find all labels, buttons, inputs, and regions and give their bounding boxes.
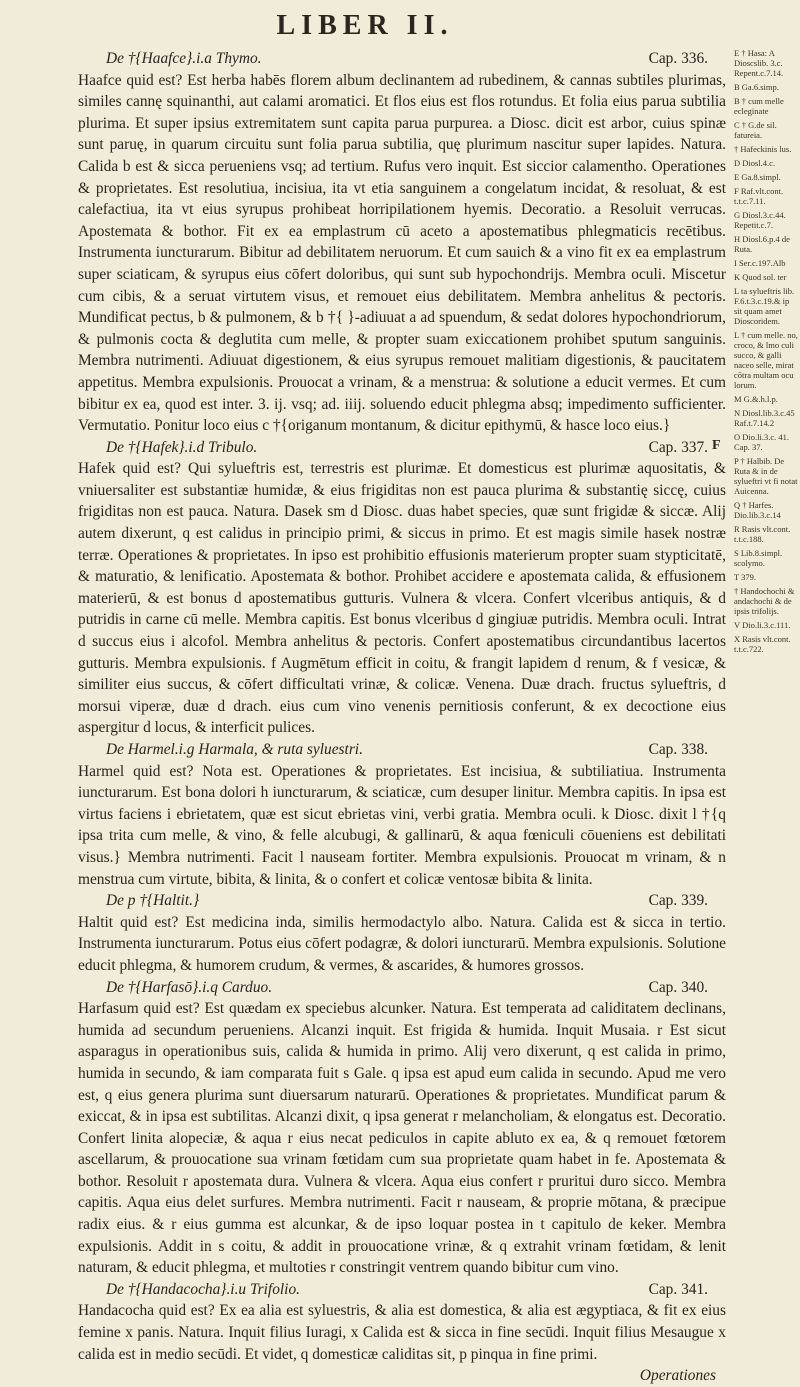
chapter-number: Cap. 338. bbox=[648, 741, 708, 758]
entry-text: Handacocha quid est? Ex ea alia est syluestris, & alia est domestica, & alia est ægyptiaca, & fit ex eius femine x panis. Natura. Inquit filius Iuragi, x Calida est & sicca in fine secūdi. Inquit filius Mesaugue x calida est in medio secūdi. Et videt, q domesticæ caliditas sit, p pinqua in fine primi. bbox=[78, 1302, 726, 1363]
margin-note: O Dio.li.3.c. 41. Cap. 37. bbox=[734, 432, 790, 452]
margin-note: S Lib.8.simpl. scolymo. bbox=[734, 548, 783, 568]
margin-note: M G.&.h.l.p. bbox=[734, 394, 778, 404]
chapter-number: Cap. 339. bbox=[648, 892, 708, 910]
entry-title: De †{Hafek}.i.d Tribulo. bbox=[106, 438, 258, 456]
margin-note: † Handochochi & andachochi & de ipsis trifolijs. bbox=[734, 586, 795, 616]
catchword: Operationes bbox=[639, 1367, 716, 1385]
margin-note: B † cum melle ecleginate bbox=[734, 96, 784, 116]
chapter-number: Cap. 341. bbox=[648, 1280, 708, 1298]
entry-text: Haltit quid est? Est medicina inda, similis hermodactylo albo. Natura. Calida est & sicca in tertio. Instrumenta iuncturarum. Potus eius cōfert podagræ, & dolori iuncturarū. Membra expulsionis. Solutione educit phlegma, & humorem crudum, & vermes, & ascarides, & humores grossos. bbox=[78, 913, 726, 974]
chapter-number: Cap. 340. bbox=[648, 978, 708, 996]
margin-note: F Raf.vlt.cont. t.t.c.7.11. bbox=[734, 186, 784, 206]
entry-text: Hafek quid est? Qui sylueftris est, terrestris est plurimæ. Et domesticus est plurimæ aquositatis, & vniuersaliter est substantiæ humidæ, & eius frigiditas non est pauca plurima & substantię siccę, cuius frigiditas non est pauca. Natura. Dasek sm d Diosc. duas habet species, quæ sunt frigidæ & siccæ. Alij autem dixerunt, q est calidus in principio primi, & siccus in primo. Et est magis simile hasek nostræ terræ. Operationes & proprietates. In ipso est prohibitio effusionis materierum propter suam stypticitatē, & maturatio, & lenificatio. Apostemata & bothor. Prohibet accidere e apostemata calida, & effusionem materierū, & est bonus d apostematibus gutturis. Vulnera & vlcera. Confert vlceribus antiquis, & d putridis in carne cū melle. Membra capitis. Est bonus vlceribus d gingiuæ putridis. Membra oculi. Intrat d succus eius i alcofol. Membra anhelitus & pectoris. Confert apostematibus circundantibus lacertos gutturis. Membra expulsionis. f Augmētum efficit in coitu, & frangit lapidem d renum, & f vesicæ, & similiter eius succus, & cōfert difficultati vrinæ, & colicæ. Venena. Duæ drach. fructus sylueftris, d morsui viperæ, duæ d drach. eius cum vino venenis pernitiosis conferunt, & ex decoctione eius aspergitur d locus, & interficit pulices. bbox=[78, 460, 726, 737]
margin-note: T 379. bbox=[734, 572, 757, 582]
margin-note: E † Hasa: A Dioscslib. 3.c. Repent.c.7.14. bbox=[734, 48, 784, 78]
entry-heading bbox=[78, 48, 726, 70]
entry-heading bbox=[78, 1279, 726, 1301]
margin-note: C † G.de sil. fatureia. bbox=[734, 120, 777, 140]
margin-note: L ta sylueftris lib. F.6.t.3.c.19.& ip sit quam amet Dioscoridem. bbox=[734, 286, 795, 326]
chapter-number: Cap. 337. bbox=[648, 438, 708, 456]
margin-note: I Ser.c.197.Alb bbox=[734, 258, 786, 268]
margin-note: X Rasis vlt.cont. t.t.c.722. bbox=[734, 634, 791, 654]
entry-339 bbox=[78, 890, 726, 976]
margin-note: E Ga.8.simpl. bbox=[734, 172, 781, 182]
entry-337 bbox=[78, 437, 726, 739]
entry-title: De †{Haafce}.i.a Thymo. bbox=[106, 50, 262, 67]
entry-title: De Harmel.i.g Harmala, & ruta syluestri. bbox=[106, 741, 363, 758]
chapter-number: Cap. 336. bbox=[648, 50, 708, 67]
main-text bbox=[78, 48, 726, 1387]
entry-heading bbox=[78, 890, 726, 912]
entry-title: De †{Handacocha}.i.u Trifolio. bbox=[106, 1280, 300, 1298]
margin-note: R Rasis vlt.cont. t.t.c.188. bbox=[734, 524, 791, 544]
entry-title: De p †{Haltit.} bbox=[106, 892, 200, 910]
entry-heading bbox=[78, 977, 726, 999]
entry-338 bbox=[78, 739, 726, 890]
entry-text: Harfasum quid est? Est quædam ex speciebus alcunker. Natura. Est temperata ad caliditatem declinans, humida ad secundum perueniens. Alcanzi inquit. Est frigida & humida. Inquit Musaia. r Est sicut asparagus in operationibus suis, calida & humida in primo. Alij vero dixerunt, q est calida in primo, humida in secundo, & iam comparata fuit s Gale. q ipsa est apud eum calida in secundo. Apud me vero est, q eius genera plurima sunt diuersarum naturarū. Operationes & proprietates. Mundificat parum & exiccat, & in ipsa est subtilitas. Alcanzi dixit, q ipsa generat r melancholiam, & elongatus est. Decoratio. Confert linita alopeciæ, & aqua r eius necat pediculos in capite abluto ex ea, & q remouet fœtorem ascellarum, & prouocatione sua vrinam fœtidam cum sua proprietate quam habet in fe. Apostemata & bothor. Resoluit r apostemata dura. Vulnera & vlcera. Aqua eius confert r pruritui duro sicco. Membra capitis. Aqua eius delet surfures. Membra nutrimenti. Facit r nauseam, & proprie mōtana, & præcipue radix eius. & r eius gumma est alcunkar, & de ipso loquar postea in t capitulo de keker. Membra expulsionis. Addit in s coitu, & addit in prouocatione vrinæ, & q extrahit vrinam fœtidam, & lenit naturam, & educit phlegma, et multoties r constringit ventrem quando bibitur cum vino. bbox=[78, 1000, 726, 1277]
right-margin-notes bbox=[734, 48, 798, 658]
margin-note: V Dio.li.3.c.111. bbox=[734, 620, 791, 630]
entry-text: Harmel quid est? Nota est. Operationes & proprietates. Est incisiua, & subtiliatiua. Instrumenta iuncturarum. Est bona dolori h iuncturarum, & sciaticæ, cum desuper linitur. Membra capitis. In ipsa est virtus faciens i ebrietatem, quæ est sicut ebrietas vini, verbi gratia. Membra oculi. k Diosc. dixit l †{q ipsa trita cum melle, & vino, & felle alcubugi, & gallinarū, & aqua fœniculi cōueniens est debilitati visus.} Membra nutrimenti. Facit l nauseam fortiter. Membra expulsionis. Prouocat m vrinam, & n menstrua cum virtute, bibita, & linita, & o confert et colicæ ventosæ bibita & linita. bbox=[78, 762, 726, 888]
entry-340 bbox=[78, 977, 726, 1279]
margin-note: N Diosl.lib.3.c.45 Raf.t.7.14.2 bbox=[734, 408, 795, 428]
margin-note: L † cum melle. no, croco, & lmo culi succo, & galli naceo selle, mirat cōtra multam ocu lorum. bbox=[734, 330, 798, 390]
margin-note: K Quod sol. ter bbox=[734, 272, 787, 282]
running-head: LIBER II. bbox=[276, 10, 454, 41]
margin-note: G Diosl.3.c.44. Repetit.c.7. bbox=[734, 210, 786, 230]
entry-title: De †{Harfasō}.i.q Carduo. bbox=[106, 978, 273, 996]
margin-note: H Diosl.6.p.4 de Ruta. bbox=[734, 234, 790, 254]
entry-336 bbox=[78, 48, 726, 437]
margin-note: Q † Harfes. Dio.lib.3.c.14 bbox=[734, 500, 781, 520]
margin-note: † Hafeckinis lus. bbox=[734, 144, 792, 154]
entry-heading bbox=[78, 739, 726, 761]
margin-note: B Ga.6.simp. bbox=[734, 82, 779, 92]
entry-heading bbox=[78, 437, 726, 459]
entry-text: Haafce quid est? Est herba habēs florem album declinantem ad rubedinem, & cannas subtiles plurimas, similes cannę squinanthi, aut calami aromatici. Et flos eius est flos rotundus. Et folia eius parua subtilia plurima. Et super ipsius extremitatem sunt capita parua purpurea. a Diosc. dicit est arbor, cuius spinæ sunt paruę, in quarum circuitu sunt folia parua subtilia, quę plurimum nascitur super lapides. Natura. Calida b est & sicca perueniens vsq; ad tertium. Rufus vero inquit. Est siccior calamentho. Operationes & proprietates. Est resolutiua, incisiua, ita vt etia sanguinem a congelatum incidat, & resoluat, & est calefactiua, ita vt eius syrupus prohibeat horripilationem hyemis. Decoratio. a Resoluit verrucas. Apostemata & bothor. Fit ex ea emplastrum cū aceto a apostematibus phlegmaticis recētibus. Instrumenta iuncturarum. Bibitur ad debilitatem neruorum. Et cum sauich & a vino fit ex ea emplastrum super sciaticam, & syrupus eius cōfert doloribus, qui sunt sub hypochondrijs. Membra oculi. Miscetur cum cibis, & a seruat virtutem visus, et remouet eius debilitatem. Membra anhelitus & pectoris. Mundificat pectus, b & pulmonem, & b †{ }-adiuuat a ad spuendum, & sedat dolores hypochondriorum, & pulmonis cocta & deglutita cum melle, & propter suam exiccationem prohibet sputum sanguinis. Membra nutrimenti. Adiuuat digestionem, & eius syrupus remouet malitiam digestionis, & paucitatem appetitus. Membra expulsionis. Prouocat a vrinam, & a menstrua: & solutione a educit vermes. Et cum bibitur ex ea, quod est inter. 3. ij. vsq; ad. iiij. soluendo educit phlegma absq; impedimento sufficienter. Vermutatio. Ponitur loco eius c †{origanum montanum, & dicitur epithymū, & hasce loco eius.} bbox=[78, 71, 726, 435]
section-marker-f: F bbox=[712, 438, 721, 453]
margin-note: P † Halbib. De Ruta & in de sylueftri vt fi notat Auicenna. bbox=[734, 456, 798, 496]
entry-341 bbox=[78, 1279, 726, 1365]
margin-note: D Diosl.4.c. bbox=[734, 158, 776, 168]
